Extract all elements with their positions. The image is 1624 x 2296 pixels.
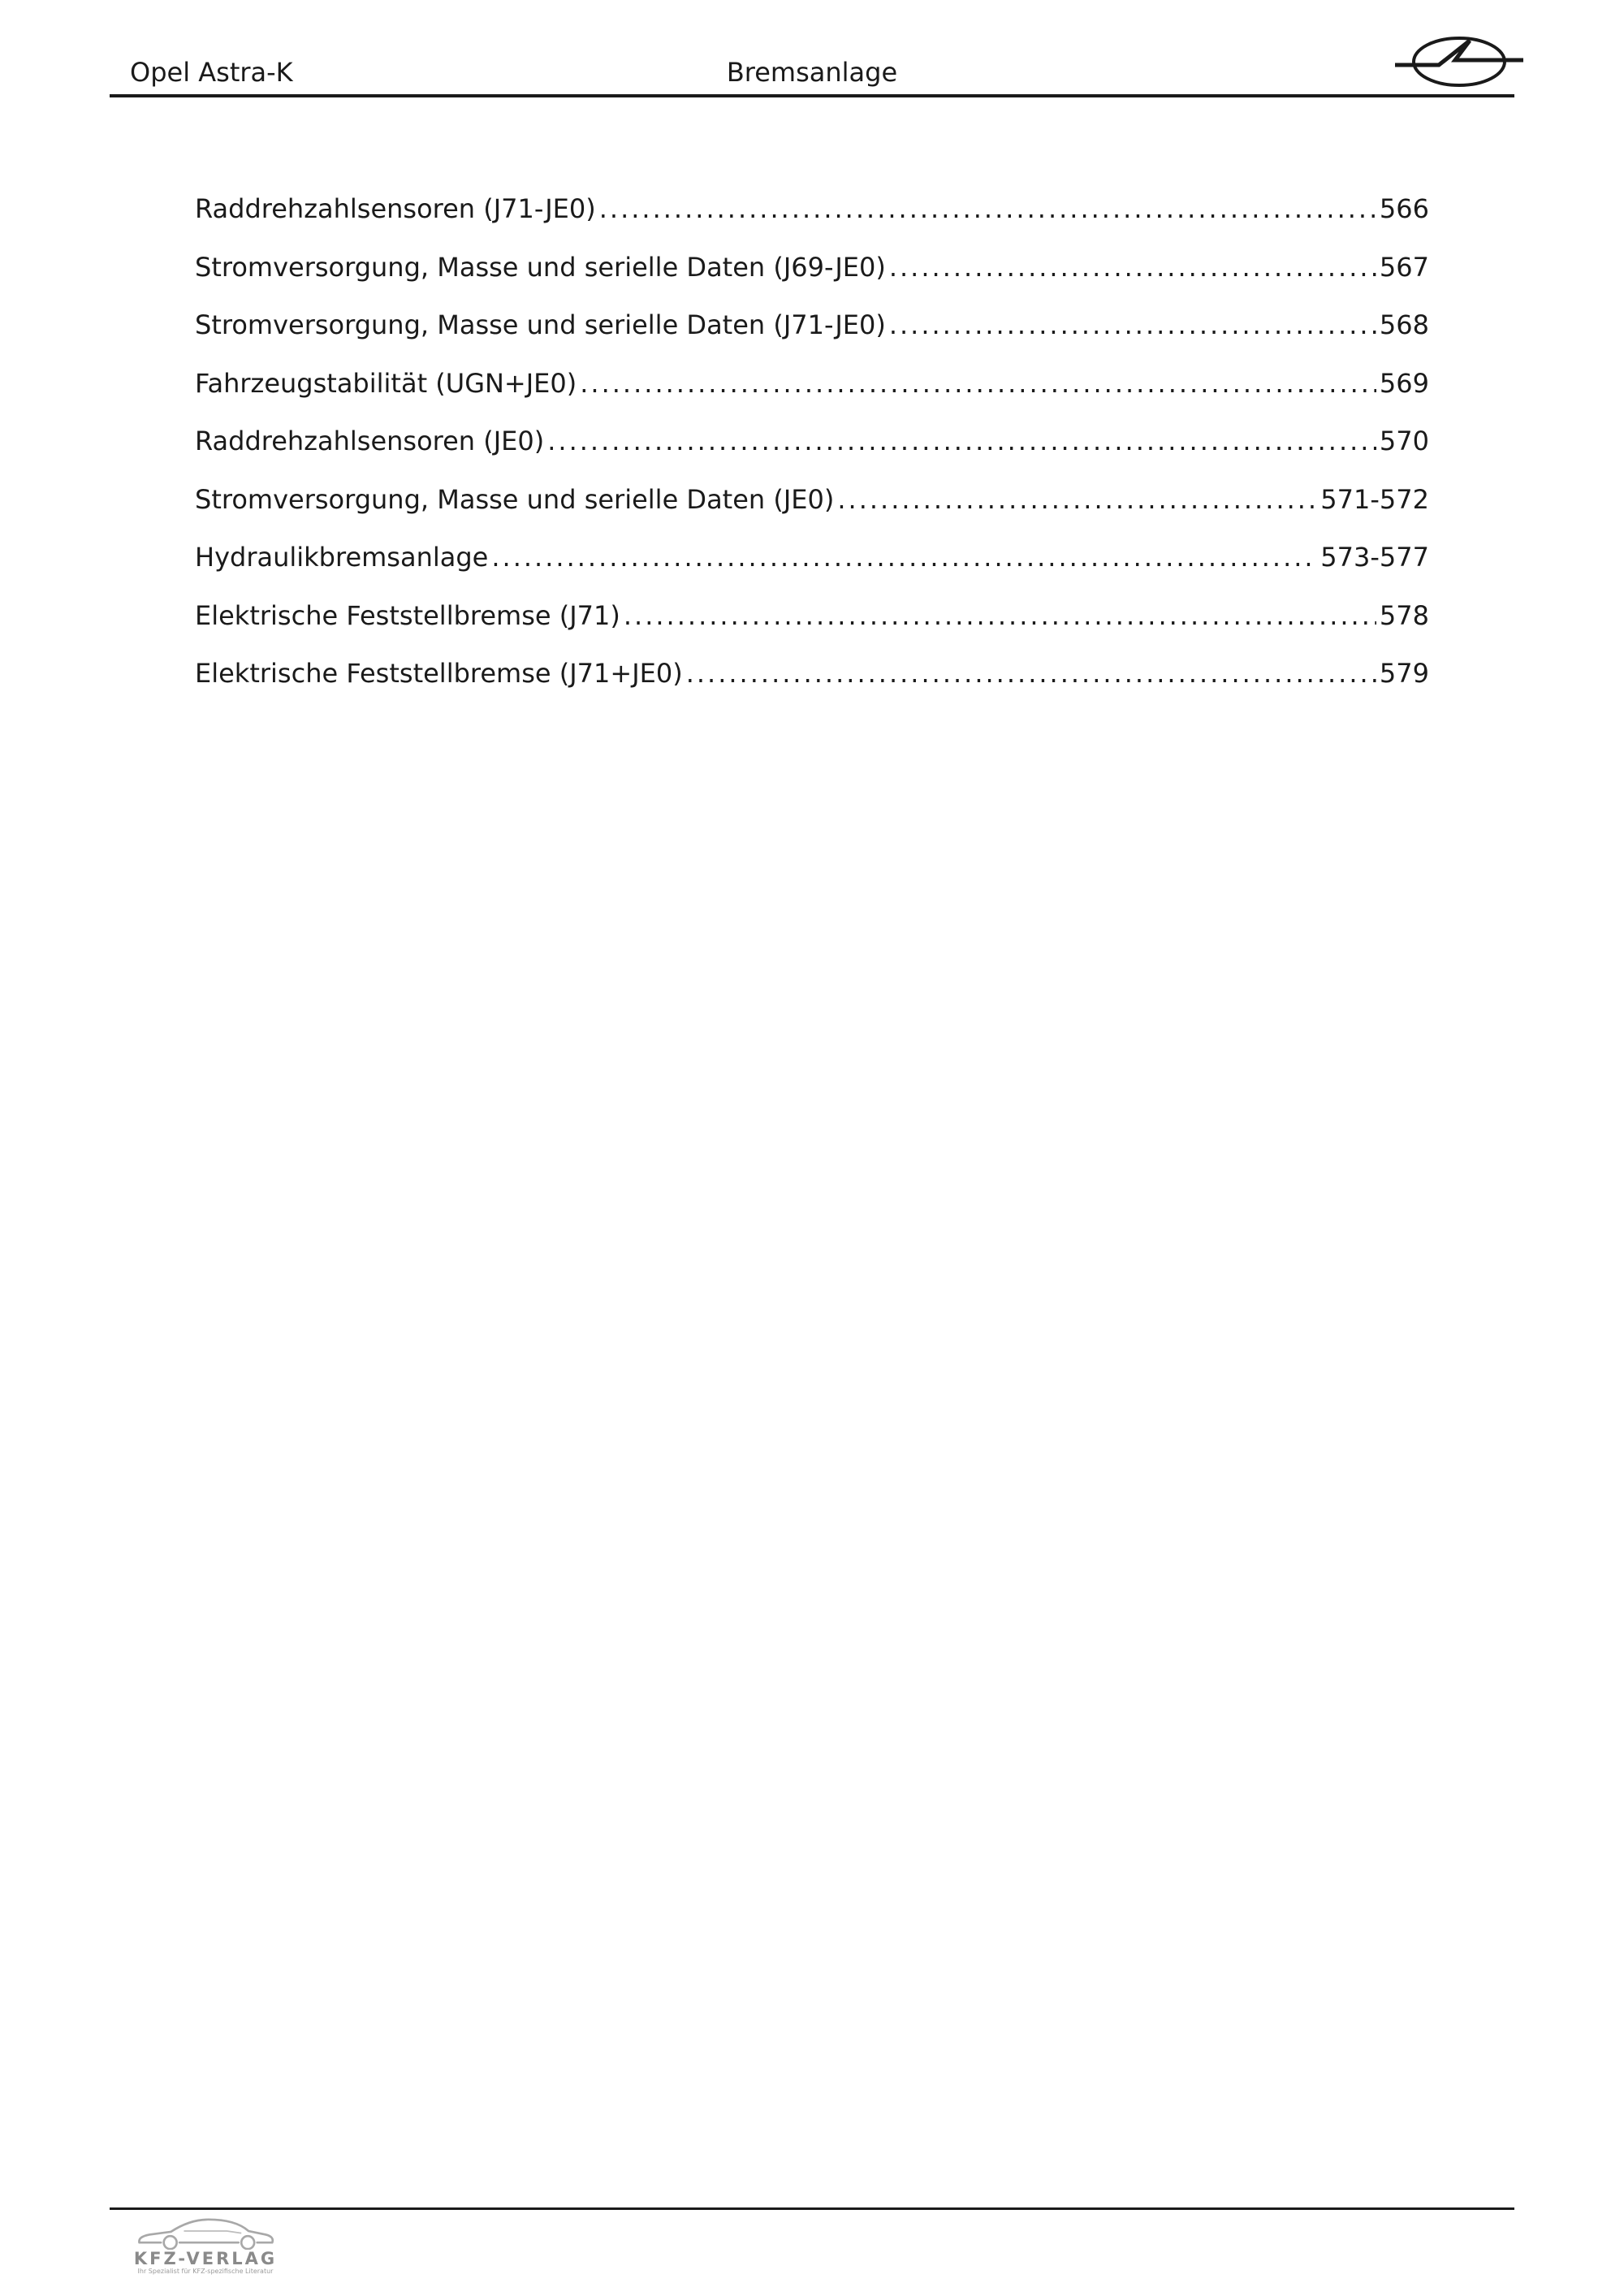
toc-entry-label: Raddrehzahlsensoren (J71-JE0)	[195, 193, 596, 224]
toc-leader	[547, 413, 1376, 471]
publisher-tagline: Ihr Spezialist für KFZ-spezifische Literatur	[137, 2268, 274, 2275]
toc-entry-page: 571-572	[1320, 483, 1429, 515]
toc-entry	[195, 413, 1429, 471]
header-center-title: Bremsanlage	[726, 57, 898, 88]
toc-entry-label: Stromversorgung, Masse und serielle Daten (J71-JE0)	[195, 309, 886, 340]
toc-entry	[195, 645, 1429, 703]
toc-entry-page: 579	[1379, 658, 1429, 689]
toc-leader	[686, 645, 1376, 703]
toc-entry-label: Hydraulikbremsanlage	[195, 542, 489, 573]
toc-entry	[195, 471, 1429, 530]
opel-logo-icon	[1390, 21, 1528, 99]
kfz-verlag-logo	[112, 2212, 299, 2276]
toc-leader	[599, 180, 1376, 239]
toc-entry	[195, 239, 1429, 297]
toc-entry	[195, 180, 1429, 239]
toc-leader	[889, 239, 1376, 297]
toc-entry	[195, 355, 1429, 413]
toc-entry-label: Raddrehzahlsensoren (JE0)	[195, 426, 545, 456]
toc-entry-page: 567	[1379, 251, 1429, 283]
car-outline-icon	[132, 2212, 279, 2250]
toc-leader	[624, 587, 1376, 646]
toc-leader	[889, 296, 1376, 355]
table-of-contents	[195, 180, 1429, 703]
toc-entry-page: 573-577	[1320, 542, 1429, 573]
toc-entry-label: Stromversorgung, Masse und serielle Daten (J69-JE0)	[195, 251, 886, 283]
toc-entry-label: Stromversorgung, Masse und serielle Daten (JE0)	[195, 483, 835, 515]
header-left-title: Opel Astra-K	[130, 57, 293, 88]
footer-rule	[110, 2207, 1514, 2210]
toc-entry-page: 578	[1379, 599, 1429, 631]
toc-entry	[195, 529, 1429, 587]
toc-leader	[580, 355, 1376, 413]
toc-entry-page: 566	[1379, 193, 1429, 224]
toc-entry-page: 569	[1379, 367, 1429, 399]
toc-entry-page: 568	[1379, 309, 1429, 340]
toc-entry-label: Fahrzeugstabilität (UGN+JE0)	[195, 367, 577, 399]
toc-entry	[195, 587, 1429, 646]
toc-entry-label: Elektrische Feststellbremse (J71)	[195, 599, 620, 631]
toc-entry-label: Elektrische Feststellbremse (J71+JE0)	[195, 658, 683, 689]
toc-leader	[491, 529, 1317, 587]
toc-entry	[195, 296, 1429, 355]
toc-entry-page: 570	[1379, 426, 1429, 456]
header-rule	[110, 94, 1514, 97]
toc-leader	[837, 471, 1317, 530]
publisher-name: KFZ-VERLAG	[133, 2249, 278, 2268]
